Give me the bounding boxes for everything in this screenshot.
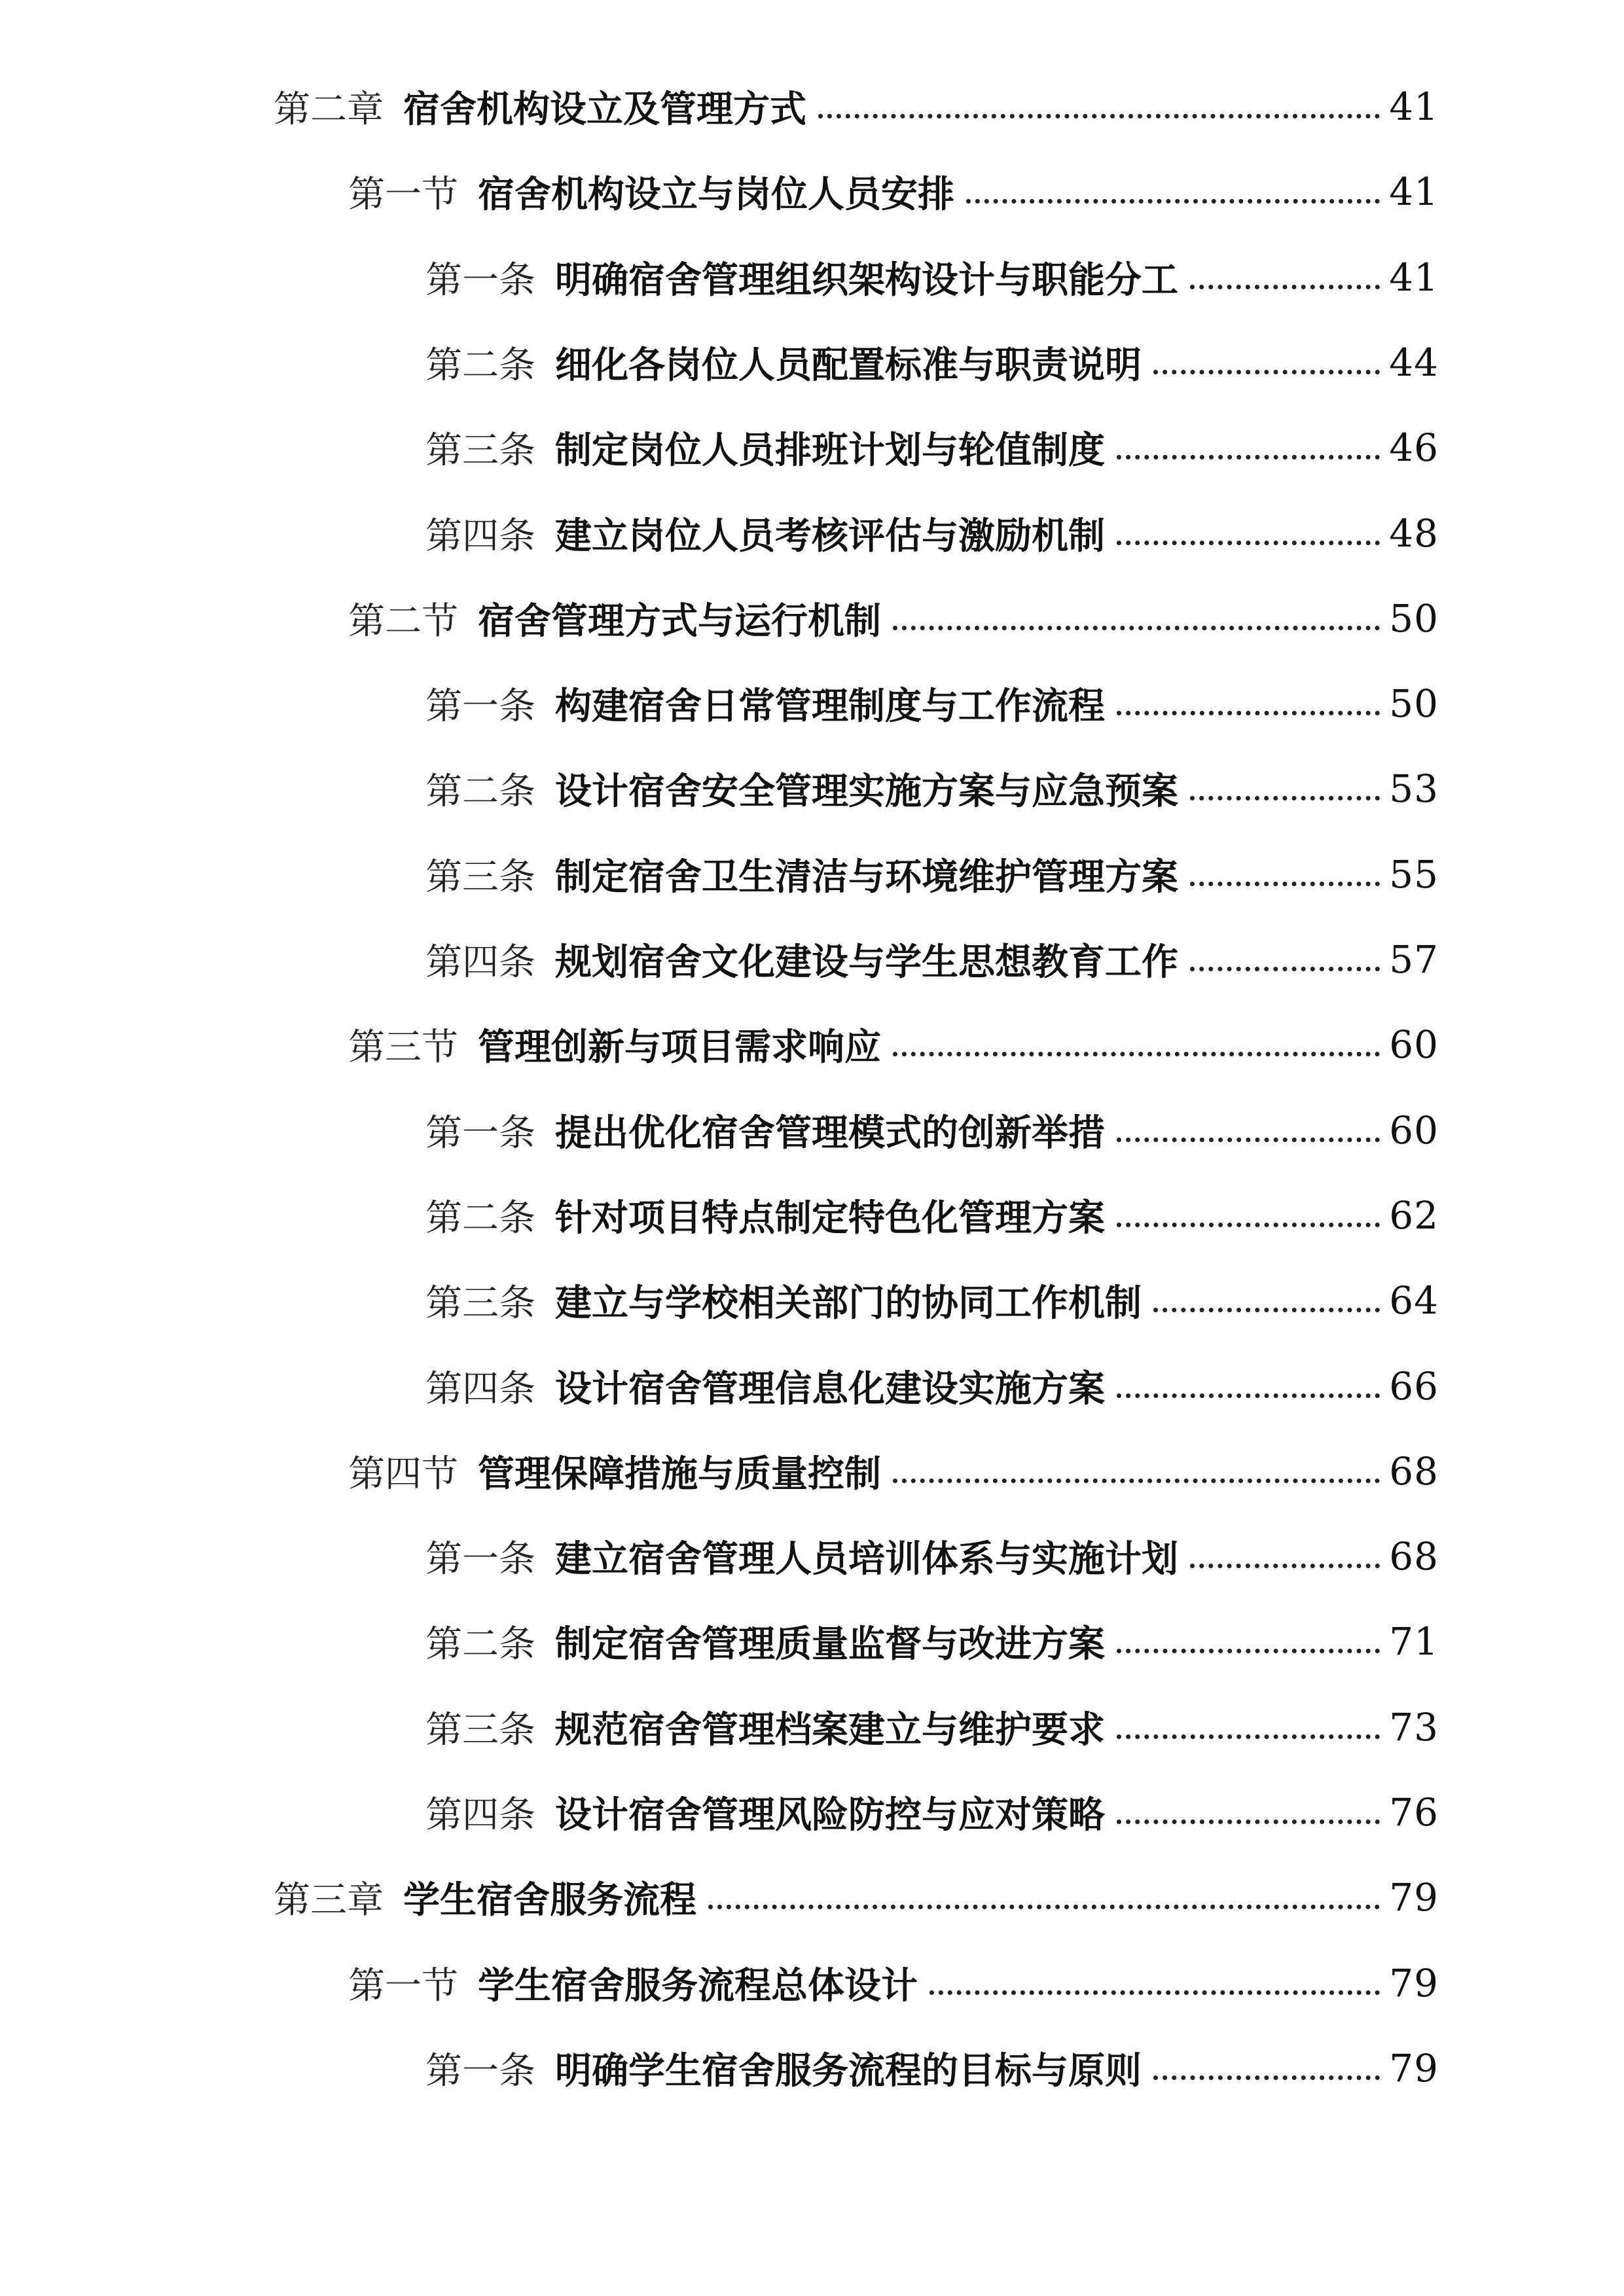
toc-entry-page-number: 76 — [1389, 1790, 1439, 1835]
dot-leader — [818, 114, 1380, 118]
toc-entry-title: 建立岗位人员考核评估与激励机制 — [555, 514, 1105, 558]
dot-leader — [929, 1990, 1380, 1995]
toc-entry-chapter[interactable] — [274, 1868, 1439, 1927]
toc-entry-title: 宿舍管理方式与运行机制 — [478, 600, 881, 643]
toc-entry-label: 第三条 — [425, 856, 535, 899]
toc-entry-page-number: 79 — [1389, 1961, 1439, 2005]
toc-entry-title: 针对项目特点制定特色化管理方案 — [555, 1196, 1105, 1240]
toc-entry-title: 规划宿舍文化建设与学生思想教育工作 — [555, 941, 1178, 984]
toc-entry-title: 制定宿舍卫生清洁与环境维护管理方案 — [555, 855, 1178, 899]
toc-entry-section[interactable] — [348, 589, 1439, 648]
toc-entry-title: 明确学生宿舍服务流程的目标与原则 — [555, 2049, 1142, 2092]
toc-entry-article[interactable] — [425, 504, 1439, 563]
toc-entry-label: 第一条 — [425, 259, 535, 302]
toc-entry-label: 第二条 — [425, 1197, 535, 1240]
toc-entry-page-number: 68 — [1389, 1534, 1439, 1579]
toc-entry-title: 提出优化宿舍管理模式的创新举措 — [555, 1111, 1105, 1155]
toc-entry-label: 第三条 — [425, 1709, 535, 1751]
toc-entry-page-number: 62 — [1389, 1193, 1439, 1238]
toc-entry-page-number: 79 — [1389, 2046, 1439, 2090]
toc-entry-page-number: 68 — [1389, 1449, 1439, 1494]
toc-entry-page-number: 48 — [1389, 511, 1439, 556]
toc-entry-page-number: 57 — [1389, 937, 1439, 982]
toc-entry-label: 第二章 — [274, 88, 384, 131]
toc-entry-article[interactable] — [425, 1527, 1439, 1586]
dot-leader — [1117, 455, 1380, 459]
toc-entry-chapter[interactable] — [274, 77, 1439, 136]
toc-entry-article[interactable] — [425, 1783, 1439, 1842]
dot-leader — [1153, 2075, 1380, 2080]
dot-leader — [1117, 711, 1380, 715]
dot-leader — [1117, 541, 1380, 545]
toc-entry-article[interactable] — [425, 845, 1439, 904]
dot-leader — [1117, 1649, 1380, 1653]
dot-leader — [1117, 1393, 1380, 1398]
dot-leader — [1153, 370, 1380, 374]
dot-leader — [1190, 967, 1380, 971]
toc-entry-title: 明确宿舍管理组织架构设计与职能分工 — [555, 259, 1178, 302]
toc-entry-article[interactable] — [425, 2039, 1439, 2098]
toc-entry-article[interactable] — [425, 759, 1439, 818]
dot-leader — [1190, 796, 1380, 800]
toc-entry-label: 第二条 — [425, 1623, 535, 1666]
dot-leader — [893, 626, 1380, 630]
toc-entry-label: 第二条 — [425, 344, 535, 387]
dot-leader — [893, 1052, 1380, 1056]
toc-entry-page-number: 46 — [1389, 425, 1439, 470]
toc-entry-page-number: 66 — [1389, 1364, 1439, 1408]
dot-leader — [893, 1479, 1380, 1483]
toc-entry-label: 第四条 — [425, 515, 535, 558]
toc-entry-title: 学生宿舍服务流程 — [403, 1878, 696, 1922]
toc-entry-label: 第二条 — [425, 770, 535, 813]
toc-entry-label: 第一节 — [348, 1965, 458, 2007]
toc-entry-title: 建立与学校相关部门的协同工作机制 — [555, 1282, 1142, 1325]
toc-entry-page-number: 64 — [1389, 1278, 1439, 1323]
toc-entry-label: 第一条 — [425, 1538, 535, 1581]
toc-entry-article[interactable] — [425, 1612, 1439, 1671]
toc-entry-label: 第三章 — [274, 1879, 384, 1922]
dot-leader — [1117, 1138, 1380, 1142]
toc-entry-article[interactable] — [425, 418, 1439, 477]
toc-entry-title: 构建宿舍日常管理制度与工作流程 — [555, 685, 1105, 728]
toc-entry-page-number: 73 — [1389, 1705, 1439, 1749]
toc-entry-title: 宿舍机构设立与岗位人员安排 — [478, 173, 954, 216]
toc-entry-page-number: 50 — [1389, 681, 1439, 726]
toc-entry-page-number: 41 — [1389, 84, 1439, 129]
toc-entry-page-number: 60 — [1389, 1022, 1439, 1067]
toc-entry-page-number: 55 — [1389, 852, 1439, 897]
toc-entry-label: 第四条 — [425, 1794, 535, 1837]
toc-entry-label: 第一条 — [425, 1112, 535, 1155]
toc-entry-label: 第一节 — [348, 173, 458, 216]
toc-entry-title: 管理创新与项目需求响应 — [478, 1026, 881, 1069]
toc-entry-page-number: 79 — [1389, 1875, 1439, 1920]
dot-leader — [1190, 285, 1380, 289]
toc-entry-page-number: 41 — [1389, 170, 1439, 214]
toc-entry-label: 第四条 — [425, 1368, 535, 1410]
dot-leader — [1153, 1308, 1380, 1312]
toc-entry-label: 第三条 — [425, 429, 535, 472]
toc-entry-page-number: 60 — [1389, 1108, 1439, 1153]
toc-entry-article[interactable] — [425, 1357, 1439, 1416]
toc-entry-label: 第三条 — [425, 1282, 535, 1325]
dot-leader — [1117, 1734, 1380, 1739]
toc-entry-title: 管理保障措施与质量控制 — [478, 1452, 881, 1496]
toc-entry-page-number: 71 — [1389, 1619, 1439, 1664]
toc-entry-title: 制定宿舍管理质量监督与改进方案 — [555, 1623, 1105, 1666]
toc-entry-article[interactable] — [425, 1698, 1439, 1757]
dot-leader — [708, 1905, 1380, 1909]
toc-entry-title: 建立宿舍管理人员培训体系与实施计划 — [555, 1537, 1178, 1581]
toc-entry-title: 规范宿舍管理档案建立与维护要求 — [555, 1708, 1105, 1751]
toc-entry-label: 第四条 — [425, 941, 535, 984]
toc-entry-label: 第四节 — [348, 1453, 458, 1496]
toc-entry-label: 第二节 — [348, 600, 458, 643]
toc-entry-label: 第一条 — [425, 2050, 535, 2092]
dot-leader — [1190, 882, 1380, 886]
toc-entry-article[interactable] — [425, 1271, 1439, 1330]
toc-entry-page-number: 41 — [1389, 255, 1439, 300]
toc-entry-label: 第三节 — [348, 1026, 458, 1069]
toc-entry-article[interactable] — [425, 1186, 1439, 1245]
toc-entry-title: 设计宿舍管理风险防控与应对策略 — [555, 1793, 1105, 1837]
toc-entry-section[interactable] — [348, 162, 1439, 221]
toc-entry-title: 设计宿舍管理信息化建设实施方案 — [555, 1367, 1105, 1410]
dot-leader — [1117, 1820, 1380, 1824]
dot-leader — [1190, 1564, 1380, 1568]
toc-entry-title: 宿舍机构设立及管理方式 — [403, 88, 806, 131]
toc-entry-section[interactable] — [348, 1442, 1439, 1501]
dot-leader — [1117, 1223, 1380, 1227]
toc-entry-article[interactable] — [425, 1101, 1439, 1160]
toc-entry-title: 细化各岗位人员配置标准与职责说明 — [555, 344, 1142, 387]
toc-entry-title: 制定岗位人员排班计划与轮值制度 — [555, 429, 1105, 472]
toc-entry-article[interactable] — [425, 248, 1439, 307]
toc-entry-article[interactable] — [425, 930, 1439, 989]
toc-entry-page-number: 50 — [1389, 596, 1439, 641]
toc-entry-title: 学生宿舍服务流程总体设计 — [478, 1964, 918, 2007]
toc-entry-section[interactable] — [348, 1954, 1439, 2013]
dot-leader — [966, 199, 1380, 204]
toc-entry-title: 设计宿舍安全管理实施方案与应急预案 — [555, 770, 1178, 813]
toc-entry-section[interactable] — [348, 1015, 1439, 1074]
toc-entry-page-number: 44 — [1389, 340, 1439, 385]
toc-entry-article[interactable] — [425, 674, 1439, 733]
toc-entry-article[interactable] — [425, 333, 1439, 392]
toc-entry-page-number: 53 — [1389, 766, 1439, 811]
toc-entry-label: 第一条 — [425, 685, 535, 728]
